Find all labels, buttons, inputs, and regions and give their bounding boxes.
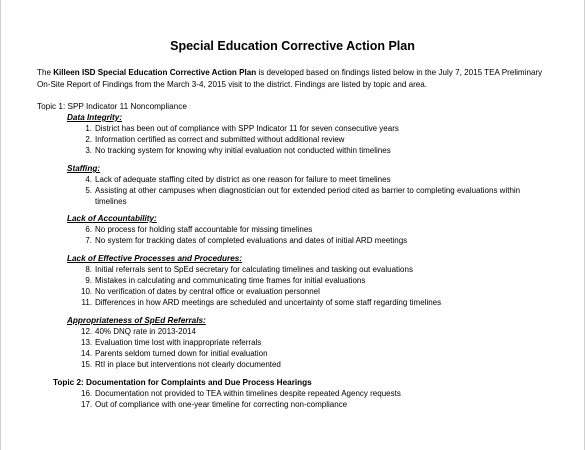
intro-plan-name: Killeen ISD Special Education Corrective Action Plan bbox=[53, 68, 257, 77]
list-item: 1. District has been out of compliance with SPP Indicator 11 for seven consecutive years bbox=[85, 124, 399, 133]
list-item: 17. Out of compliance with one-year timeline for correcting non-compliance bbox=[81, 400, 348, 409]
section-heading-processes: Lack of Effective Processes and Procedures: bbox=[67, 254, 243, 263]
list-item: 2. Information certified as correct and submitted without additional review bbox=[85, 135, 345, 144]
list-item: 11. Differences in how ARD meetings are scheduled and uncertainty of some staff regarding timelines bbox=[81, 298, 442, 307]
section-heading-referrals: Appropriateness of SpEd Referrals: bbox=[67, 316, 206, 325]
intro-post: is developed based on findings listed below in the July 7, 2015 TEA Preliminary On-Site Report of Findings from the March 3-4, 2015 visit to the district. Findings are listed by topic and area. bbox=[37, 68, 543, 89]
list-item: 4. Lack of adequate staffing cited by district as one reason for failure to meet timelines bbox=[85, 175, 391, 184]
list-item: 14. Parents seldom turned down for initial evaluation bbox=[81, 349, 268, 358]
intro-paragraph bbox=[37, 67, 557, 91]
section-heading-accountability: Lack of Accountability: bbox=[67, 214, 157, 223]
topic-2-heading: Topic 2: Documentation for Complaints and Due Process Hearings bbox=[53, 378, 312, 387]
list-item: 7. No system for tracking dates of completed evaluations and dates of initial ARD meetings bbox=[85, 236, 408, 245]
list-item: 3. No tracking system for knowing why initial evaluation not conducted within timelines bbox=[85, 146, 391, 155]
list-item: 10. No verification of dates by central office or evaluation personnel bbox=[81, 287, 320, 296]
list-item: 8. Initial referrals sent to SpEd secretary for calculating timelines and tasking out evaluations bbox=[85, 265, 413, 274]
list-item: 6. No process for holding staff accountable for missing timelines bbox=[85, 225, 313, 234]
list-item: 13. Evaluation time lost with inappropriate referrals bbox=[81, 338, 262, 347]
list-item: 5. Assisting at other campuses when diagnostician out for extended period cited as barrier to completing evaluations within timelines bbox=[85, 186, 521, 207]
section-heading-data-integrity: Data Integrity: bbox=[67, 113, 123, 122]
list-item: 15. RtI in place but interventions not clearly documented bbox=[81, 360, 281, 369]
section-heading-staffing: Staffing: bbox=[67, 164, 101, 173]
topic-1-heading: Topic 1: SPP Indicator 11 Noncompliance bbox=[37, 102, 187, 111]
document-title: Special Education Corrective Action Plan bbox=[170, 39, 415, 53]
list-item: 12. 40% DNQ rate in 2013-2014 bbox=[81, 327, 196, 336]
intro-pre: The bbox=[37, 68, 54, 77]
list-item: 16. Documentation not provided to TEA within timelines despite repeated Agency requests bbox=[81, 389, 401, 398]
list-item: 9. Mistakes in calculating and communicating time frames for initial evaluations bbox=[85, 276, 366, 285]
